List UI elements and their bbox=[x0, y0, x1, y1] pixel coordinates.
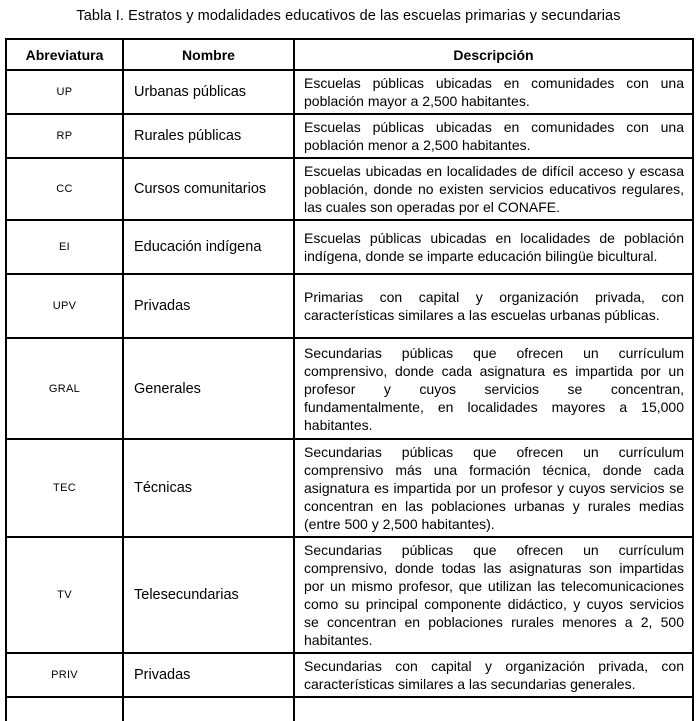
table-row-tv bbox=[6, 537, 693, 653]
abbr-cell: CC bbox=[6, 158, 123, 220]
desc-cell: Primarias con capital y organización privada, con características similares a las escuelas urbanas públicas. bbox=[294, 274, 693, 338]
name-cell bbox=[123, 697, 294, 721]
name-cell: Privadas bbox=[123, 653, 294, 697]
name-cell: Técnicas bbox=[123, 439, 294, 537]
abbr-cell: TV bbox=[6, 537, 123, 653]
desc-cell: Escuelas públicas ubicadas en comunidades con una población menor a 2,500 habitantes. bbox=[294, 114, 693, 158]
name-cell: Generales bbox=[123, 338, 294, 439]
table-row-up bbox=[6, 70, 693, 114]
table-row-priv bbox=[6, 653, 693, 697]
abbr-cell: TEC bbox=[6, 439, 123, 537]
column-header-descripcion: Descripción bbox=[294, 39, 693, 70]
abbr-cell: UP bbox=[6, 70, 123, 114]
education-strata-table bbox=[5, 38, 694, 721]
table-row-gral bbox=[6, 338, 693, 439]
name-cell: Educación indígena bbox=[123, 220, 294, 274]
abbr-cell: RP bbox=[6, 114, 123, 158]
desc-cell: Secundarias públicas que ofrecen un currículum comprensivo, donde cada asignatura es impartida por un profesor y cuyos servicios se concentran, fundamentalmente, en localidades mayores a 15,000 habitantes. bbox=[294, 338, 693, 439]
table-row-clipped bbox=[6, 697, 693, 721]
abbr-cell: UPV bbox=[6, 274, 123, 338]
name-cell: Cursos comunitarios bbox=[123, 158, 294, 220]
table-row-tec bbox=[6, 439, 693, 537]
desc-cell: Escuelas públicas ubicadas en comunidades con una población mayor a 2,500 habitantes. bbox=[294, 70, 693, 114]
table-header-row bbox=[6, 39, 693, 70]
abbr-cell bbox=[6, 697, 123, 721]
table-row-rp bbox=[6, 114, 693, 158]
table-row-upv bbox=[6, 274, 693, 338]
table-row-cc bbox=[6, 158, 693, 220]
desc-cell: Escuelas ubicadas en localidades de difícil acceso y escasa población, donde no existen servicios educativos regulares, las cuales son operadas por el CONAFE. bbox=[294, 158, 693, 220]
desc-cell: Escuelas públicas ubicadas en localidades de población indígena, donde se imparte educación bilingüe bicultural. bbox=[294, 220, 693, 274]
desc-cell: Secundarias públicas que ofrecen un currículum comprensivo más una formación técnica, donde cada asignatura es impartida por un profesor y cuyos servicios se concentran en las poblaciones urbanas y rurales medias (entre 500 y 2,500 habitantes). bbox=[294, 439, 693, 537]
desc-cell: Secundarias con capital y organización privada, con características similares a las secundarias generales. bbox=[294, 653, 693, 697]
abbr-cell: GRAL bbox=[6, 338, 123, 439]
desc-cell: Secundarias públicas que ofrecen un currículum comprensivo, donde todas las asignaturas son impartidas por un mismo profesor, que utilizan las telecomunicaciones como su principal componente didáctico, y cuyos servicios se concentran en poblaciones rurales menores a 2, 500 habitantes. bbox=[294, 537, 693, 653]
abbr-cell: EI bbox=[6, 220, 123, 274]
name-cell: Telesecundarias bbox=[123, 537, 294, 653]
table-title: Tabla I. Estratos y modalidades educativos de las escuelas primarias y secundarias bbox=[76, 8, 621, 24]
column-header-abreviatura: Abreviatura bbox=[6, 39, 123, 70]
abbr-cell: PRIV bbox=[6, 653, 123, 697]
column-header-nombre: Nombre bbox=[123, 39, 294, 70]
name-cell: Privadas bbox=[123, 274, 294, 338]
name-cell: Rurales públicas bbox=[123, 114, 294, 158]
table-row-ei bbox=[6, 220, 693, 274]
name-cell: Urbanas públicas bbox=[123, 70, 294, 114]
desc-cell bbox=[294, 697, 693, 721]
